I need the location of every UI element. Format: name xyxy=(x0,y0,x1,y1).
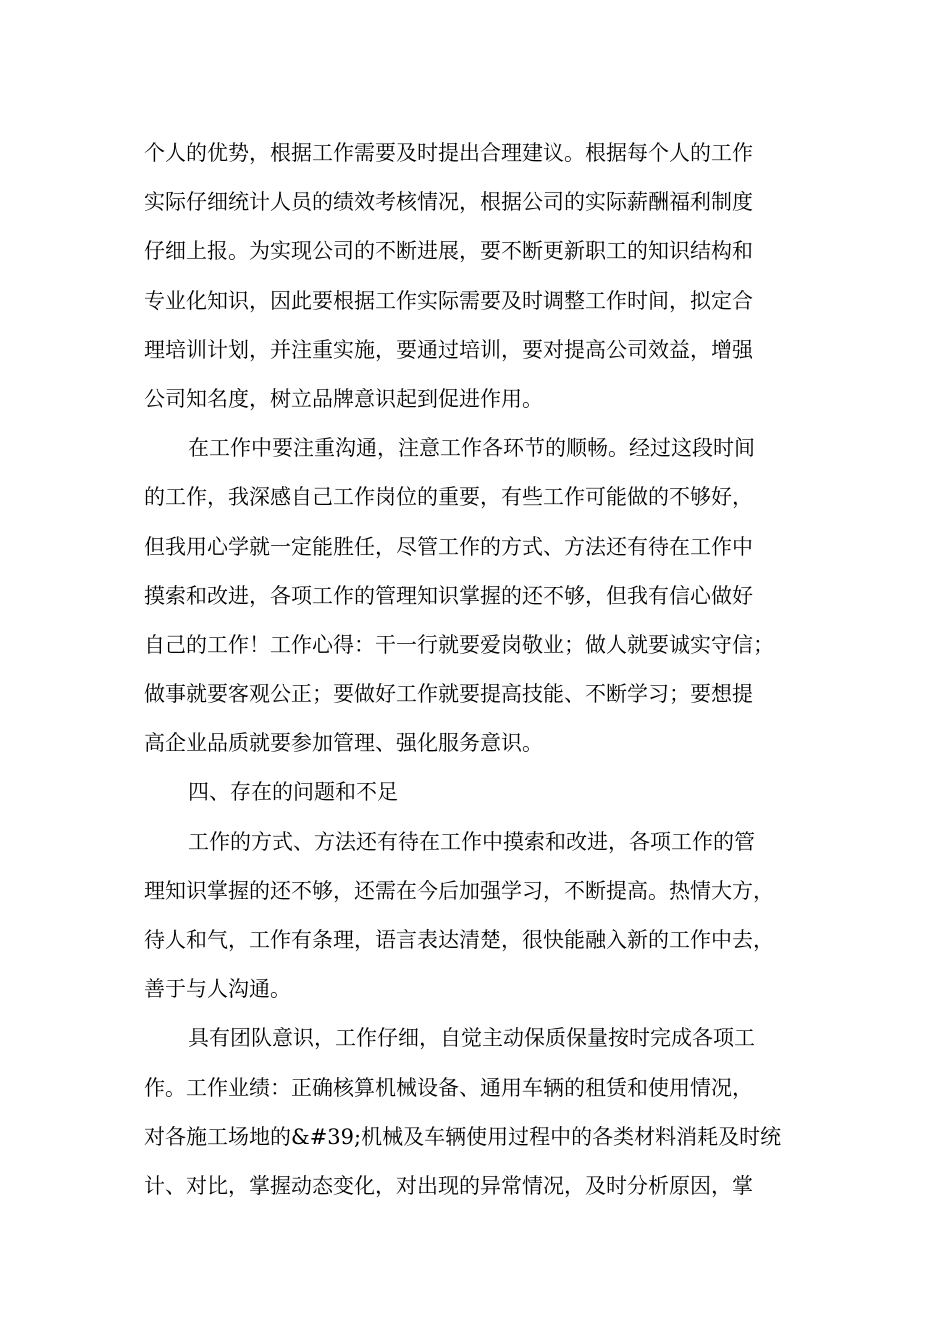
text-line: 对各施工场地的&#39;机械及车辆使用过程中的各类材料消耗及时统 xyxy=(144,1124,782,1149)
text-line: 公司知名度，树立品牌意识起到促进作用。 xyxy=(144,386,543,411)
text-line: 待人和气，工作有条理，语言表达清楚，很快能融入新的工作中去， xyxy=(144,928,774,952)
text-line: 但我用心学就一定能胜任，尽管工作的方式、方法还有待在工作中 xyxy=(144,534,753,559)
text-line: 的工作，我深感自己工作岗位的重要，有些工作可能做的不够好， xyxy=(144,485,753,510)
body-text xyxy=(144,129,824,1211)
text-line: 做事就要客观公正；要做好工作就要提高技能、不断学习；要想提 xyxy=(144,682,753,707)
text-line: 理培训计划，并注重实施，要通过培训，要对提高公司效益，增强 xyxy=(144,337,753,362)
text-line: 自己的工作！工作心得：干一行就要爱岗敬业；做人就要诚实守信； xyxy=(144,632,774,657)
text-line: 具有团队意识，工作仔细，自觉主动保质保量按时完成各项工 xyxy=(188,1026,755,1051)
text-line: 作。工作业绩：正确核算机械设备、通用车辆的租赁和使用情况， xyxy=(144,1075,753,1100)
text-line: 工作的方式、方法还有待在工作中摸索和改进，各项工作的管 xyxy=(188,829,755,854)
text-line: 仔细上报。为实现公司的不断进展，要不断更新职工的知识结构和 xyxy=(144,239,753,264)
text-line: 在工作中要注重沟通，注意工作各环节的顺畅。经过这段时间 xyxy=(188,436,755,461)
text-line: 善于与人沟通。 xyxy=(144,977,291,1002)
text-line: 专业化知识，因此要根据工作实际需要及时调整工作时间，拟定合 xyxy=(144,288,753,313)
section-heading: 四、存在的问题和不足 xyxy=(188,780,398,805)
text-line: 理知识掌握的还不够，还需在今后加强学习，不断提高。热情大方， xyxy=(144,878,774,903)
text-line: 个人的优势，根据工作需要及时提出合理建议。根据每个人的工作 xyxy=(144,141,753,165)
text-line: 实际仔细统计人员的绩效考核情况，根据公司的实际薪酬福利制度 xyxy=(144,190,753,215)
text-line: 摸索和改进，各项工作的管理知识掌握的还不够，但我有信心做好 xyxy=(144,583,753,608)
text-line: 高企业品质就要参加管理、强化服务意识。 xyxy=(144,731,543,756)
text-line: 计、对比，掌握动态变化，对出现的异常情况，及时分析原因，掌 xyxy=(144,1173,753,1198)
